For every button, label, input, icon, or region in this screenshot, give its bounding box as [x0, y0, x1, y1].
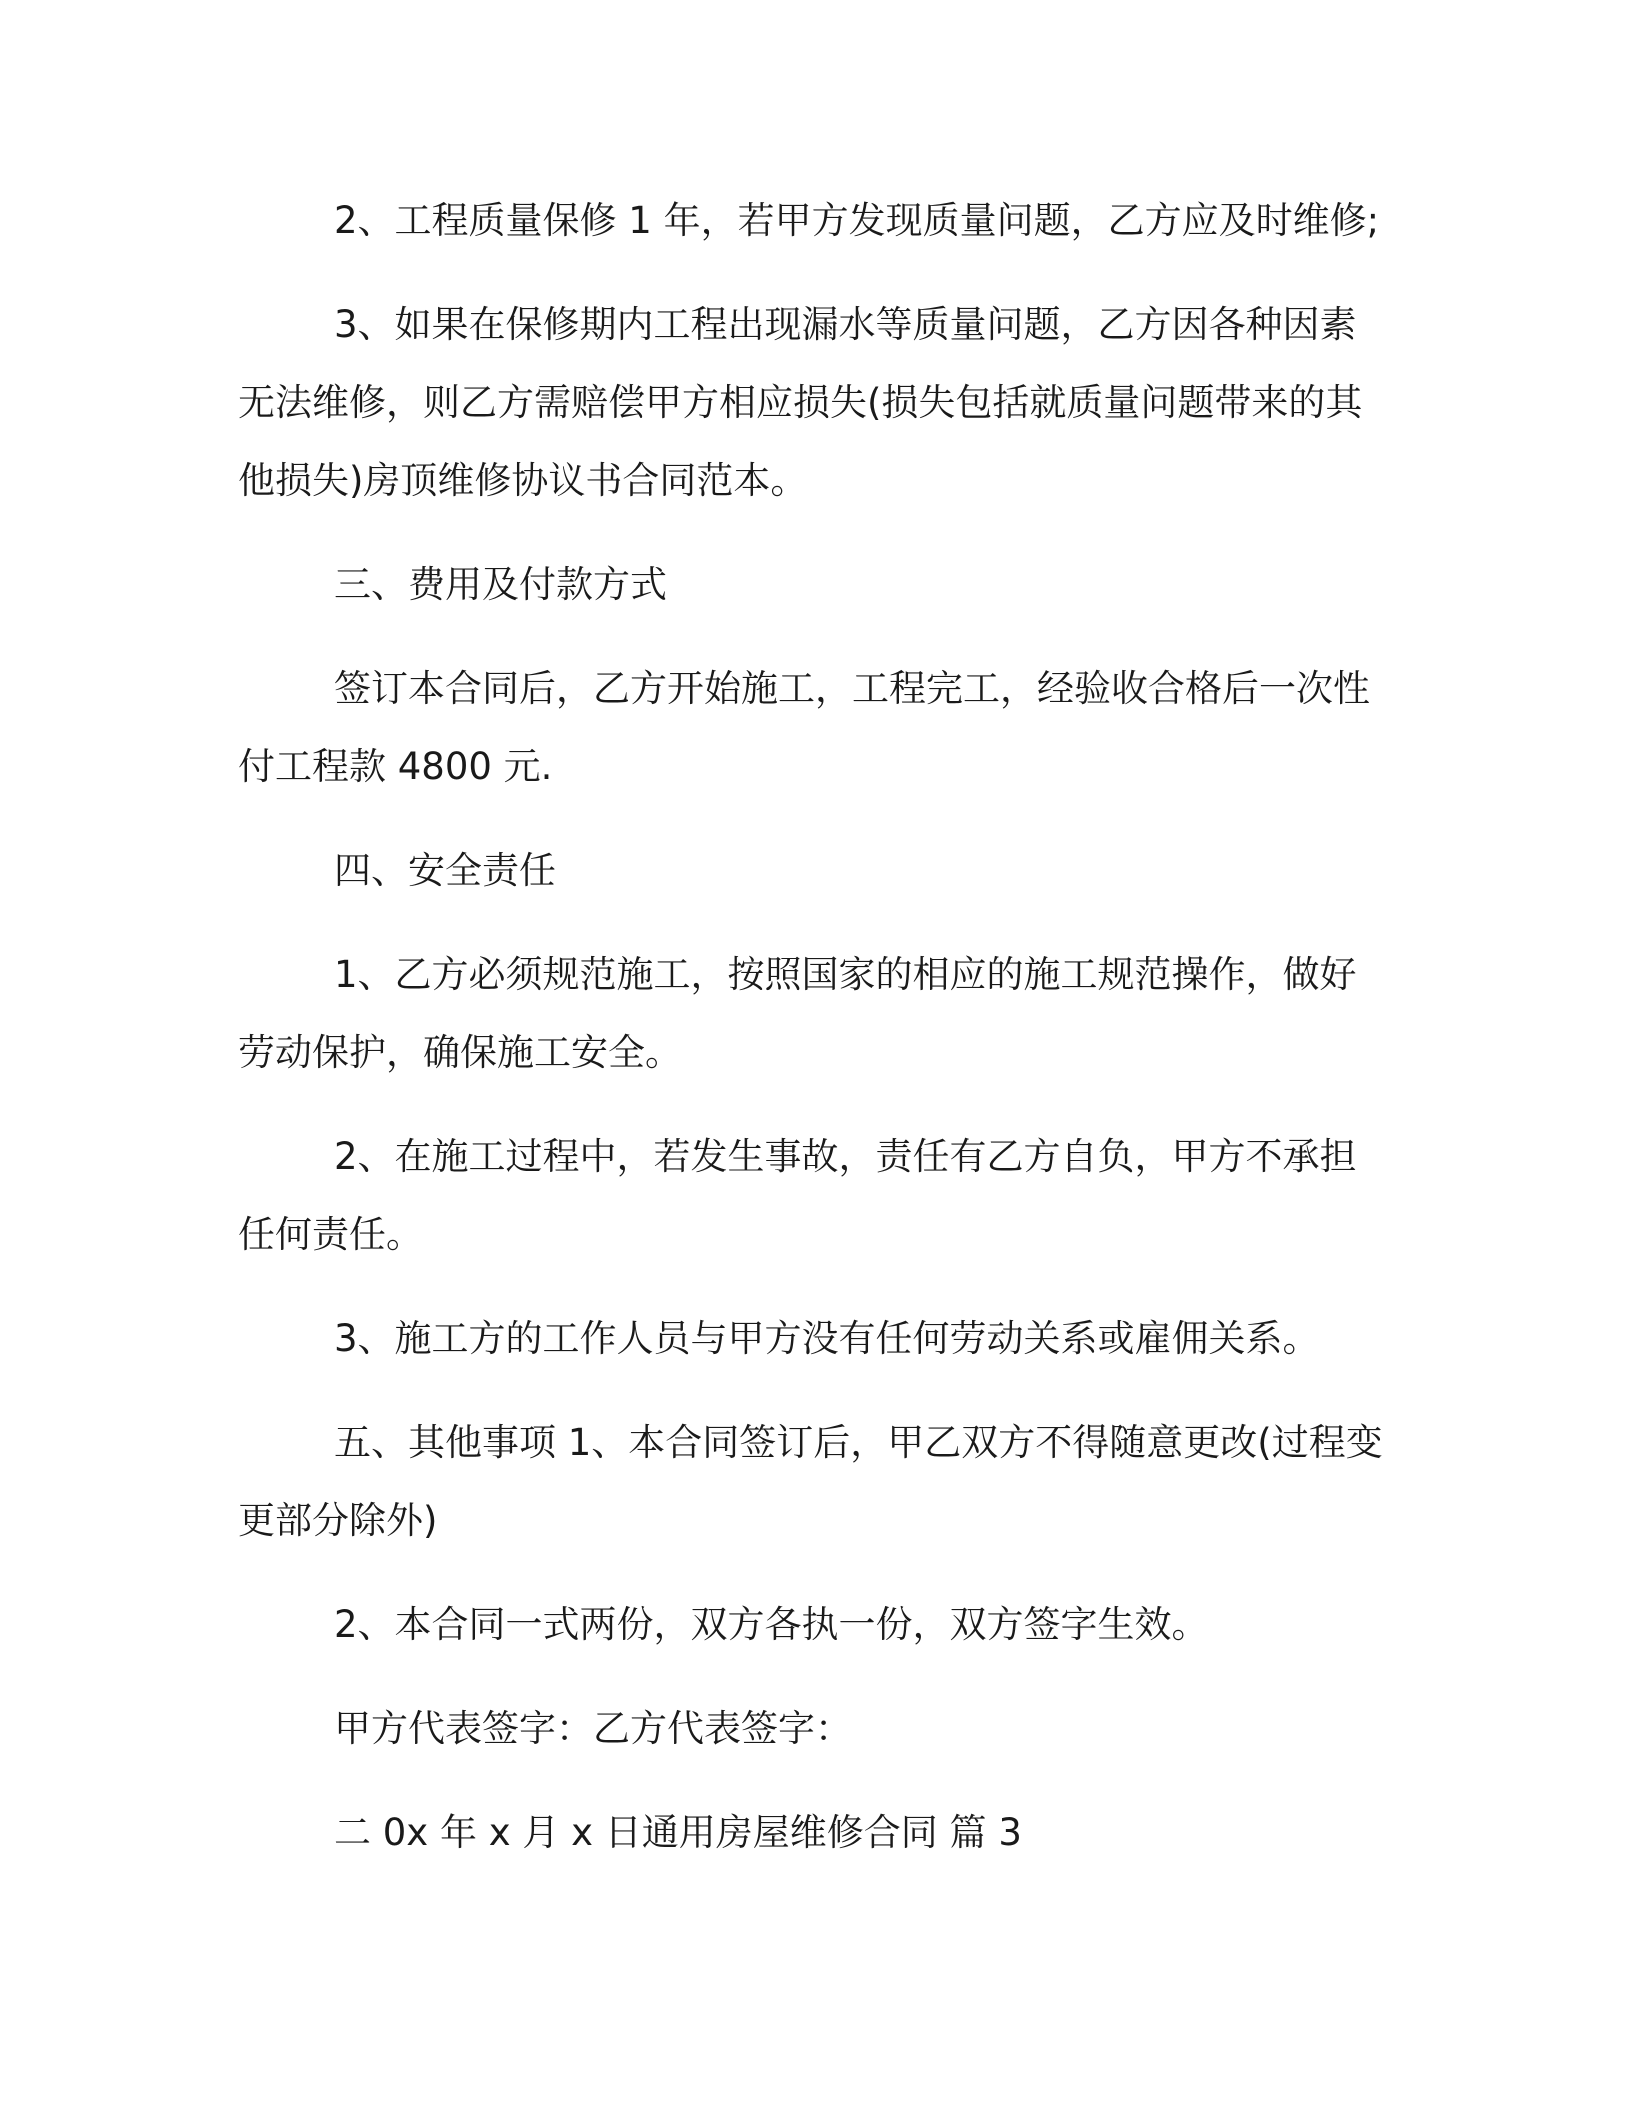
paragraph-safety-1: 1、乙方必须规范施工，按照国家的相应的施工规范操作，做好劳动保护，确保施工安全。 [238, 953, 1357, 1074]
paragraph-copies: 2、本合同一式两份，双方各执一份，双方签字生效。 [334, 1603, 1209, 1646]
paragraph-payment: 签订本合同后，乙方开始施工，工程完工，经验收合格后一次性付工程款 4800 元. [238, 667, 1370, 788]
paragraph-warranty-period: 2、工程质量保修 1 年，若甲方发现质量问题，乙方应及时维修; [334, 199, 1380, 242]
paragraph-safety-2: 2、在施工过程中，若发生事故，责任有乙方自负，甲方不承担任何责任。 [238, 1135, 1357, 1256]
signature-line: 甲方代表签字：乙方代表签字： [334, 1707, 852, 1750]
section-heading-safety: 四、安全责任 [334, 849, 556, 892]
date-and-next-title: 二 0x 年 x 月 x 日通用房屋维修合同 篇 3 [334, 1811, 1022, 1854]
paragraph-safety-3: 3、施工方的工作人员与甲方没有任何劳动关系或雇佣关系。 [334, 1317, 1320, 1360]
document-body [238, 182, 1383, 1898]
section-heading-fees: 三、费用及付款方式 [334, 563, 667, 606]
paragraph-leak-compensation: 3、如果在保修期内工程出现漏水等质量问题，乙方因各种因素无法维修，则乙方需赔偿甲方相应损失(损失包括就质量问题带来的其他损失)房顶维修协议书合同范本。 [238, 303, 1363, 502]
section-heading-other: 五、其他事项 1、本合同签订后，甲乙双方不得随意更改(过程变更部分除外) [238, 1421, 1383, 1542]
